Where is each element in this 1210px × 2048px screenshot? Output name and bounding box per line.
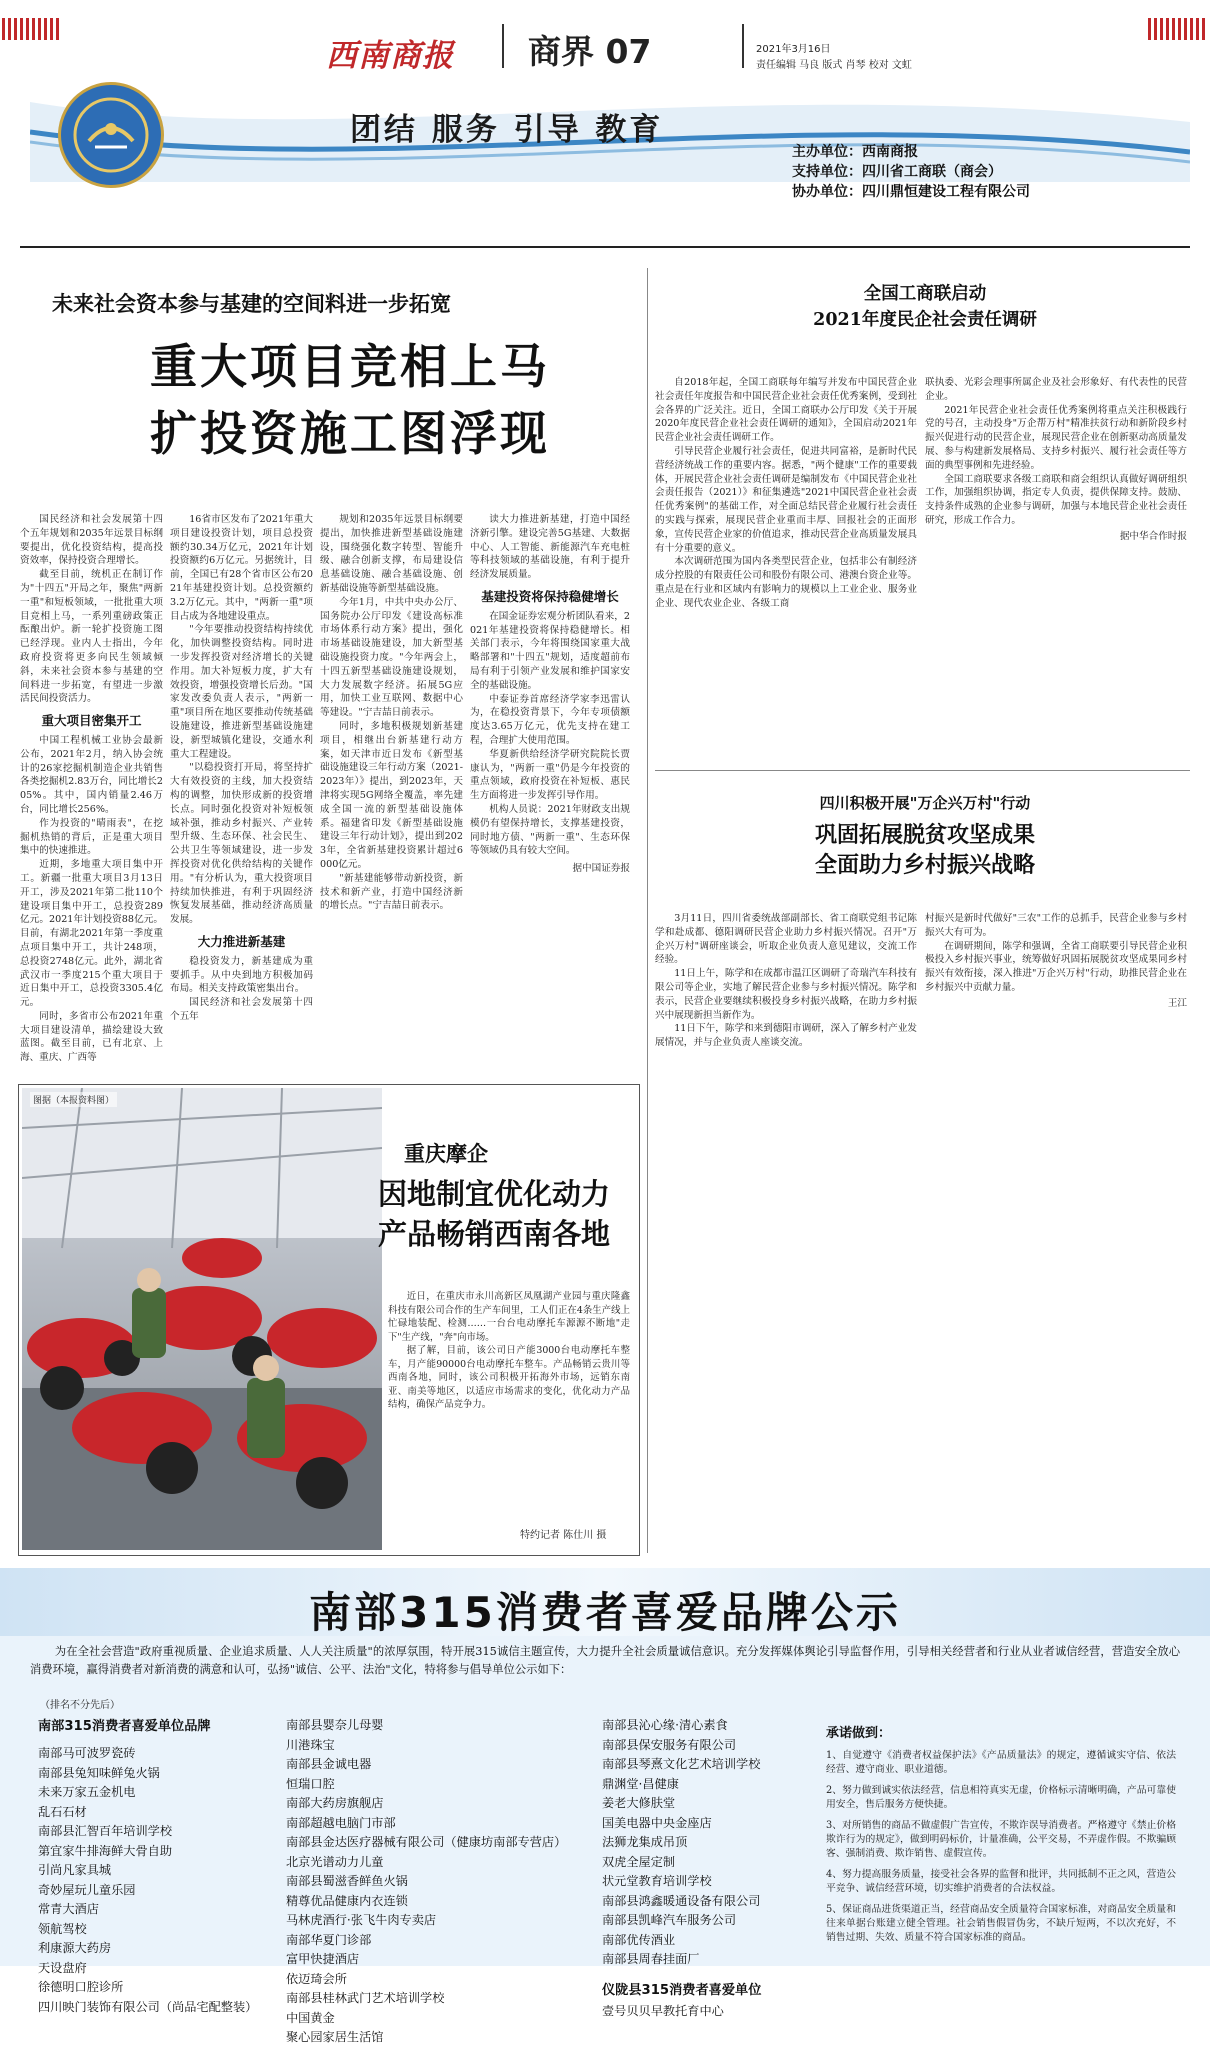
- logo: 西南商报: [326, 38, 454, 74]
- brand-list-item: 双虎全屋定制: [602, 1854, 676, 1869]
- brand-list-item: 乱石石材: [38, 1804, 87, 1819]
- brand-list-item: 利康源大药房: [38, 1941, 112, 1955]
- header-divider: [502, 24, 504, 68]
- brand-list-heading: 仪陇县315消费者喜爱单位: [602, 1982, 762, 1998]
- right-column-d: [925, 912, 1187, 1552]
- right-headline-2: 2021年度民企社会责任调研: [813, 310, 1037, 330]
- promise-item: 4、努力提高服务质量，接受社会各界的监督和批评，共同抵制不正之风，营造公平竞争、诚信经营环境，切实维护消费者的合法权益。: [826, 1869, 1176, 1894]
- column-divider: [647, 268, 648, 1553]
- paragraph: 同时，多地积极规划新基建项目，相继出台新基建行动方案，如天津市近日发布《新型基础设施建设三年行动方案（2021-2023年）》提出，到2023年，天津将实现5G网络全覆盖，率先建成全国一流的新型基础设施体系。福建省印发《新型基础设施建设三年行动计划》，提出到2023年，全省新基建投资累计超过6000亿元。: [320, 720, 463, 870]
- masthead: [0, 0, 1210, 78]
- right-headline-3: 巩固拓展脱贫攻坚成果: [814, 823, 1035, 848]
- brand-list-item: 川港珠宝: [286, 1737, 335, 1752]
- brand-list-item: 南部优传酒业: [602, 1932, 676, 1947]
- brand-list-item: 奇妙屋玩儿童乐园: [38, 1882, 136, 1897]
- paragraph: 机构人员说：2021年财政支出规模仍有望保持增长，支撑基建投资，同时地方债、"两新一重"、生态环保等领域仍具有较大空间。: [470, 803, 630, 857]
- paragraph: 村振兴是新时代做好"三农"工作的总抓手，民营企业参与乡村振兴大有可为。: [925, 913, 1187, 938]
- paragraph: 近期，多地重大项目集中开工。新疆一批重大项目3月13日开工，涉及2021年第二批110个建设项目集中开工，总投资289亿元。2021年计划投资88亿元。目前，有湖北2021年第一季度重点项目集中开工，共计248项，总投资2748亿元。此外，湖北省武汉市一季度215个重大项目于近日集中开工，总投资3305.4亿元。: [20, 859, 163, 1009]
- brand-list-item: 南部县兔知味鲜兔火锅: [38, 1765, 160, 1780]
- section-subheading: 大力推进新基建: [197, 933, 286, 949]
- brand-list-item: 领航驾校: [38, 1921, 87, 1936]
- right-column-c: [655, 912, 917, 1552]
- banner-rule: [20, 246, 1190, 248]
- brand-list-item: 第宜家牛排海鲜大骨自助: [38, 1843, 173, 1858]
- photo-story-headline-2: 产品畅销西南各地: [378, 1217, 611, 1251]
- brand-list-item: 徐德明口腔诊所: [38, 1980, 124, 1994]
- brand-list-item: 南部县金达医疗器械有限公司（健康坊南部专营店）: [286, 1835, 567, 1849]
- brand-list-item: 南部马可波罗瓷砖: [38, 1746, 136, 1760]
- paragraph: "今年要推动投资结构持续优化，加快调整投资结构。同时进一步发挥投资对经济增长的关键作用。加大补短板力度，扩大有效投资，增强投资增长后劲。"国家发改委负责人表示，"两新一重"项目所在地区要推动传统基础设施建设，推进新型基础设施建设，新型城镇化建设，交通水利重大工程建设。: [170, 624, 313, 760]
- paragraph: 全国工商联要求各级工商联和商会组织认真做好调研组织工作，加强组织协调，指定专人负责，提供保障支持。鼓励、支持条件成熟的企业参与调研，加强与本地民营企业社会责任研究，形成工作合力。: [925, 473, 1187, 526]
- section-subheading: 重大项目密集开工: [41, 713, 142, 729]
- factory-photo: [22, 1088, 382, 1550]
- paragraph: 国民经济和社会发展第十四个五年: [170, 997, 313, 1022]
- brand-list-item: 未来万家五金机电: [38, 1785, 136, 1799]
- article-credit: 王江: [1167, 997, 1187, 1009]
- brand-notice-title: 南部315消费者喜爱品牌公示: [309, 1588, 901, 1637]
- brand-list-item: 南部县桂林武门艺术培训学校: [286, 1991, 445, 2005]
- brand-list-item: 天设盘府: [38, 1960, 87, 1975]
- brand-list-item: 南部大药房旗舰店: [286, 1796, 384, 1810]
- paragraph: 今年1月，中共中央办公厅、国务院办公厅印发《建设高标准市场体系行动方案》提出，强化市场基础设施建设，加大新型基础设施投资力度。"今年两会上，十四五新型基础设施建设规划，大力发展数字经济。拓展5G应用，加快工业互联网、数据中心等建设。"宁吉喆日前表示。: [320, 596, 463, 719]
- organizer-host: 主办单位：西南商报: [792, 144, 918, 160]
- right-column-b: [925, 376, 1187, 761]
- organizer-support: 支持单位：四川省工商联（商会）: [792, 164, 1002, 180]
- brand-list-item: 北京光谱动力儿童: [286, 1854, 384, 1869]
- brand-notice-intro: 为在全社会营造"政府重视质量、企业追求质量、人人关注质量"的浓厚氛围，特开展315诚信主题宣传，大力提升全社会质量诚信意识。充分发挥媒体舆论引导监督作用，引导相关经营者和行业从业者诚信经营，营造安全放心消费环境，赢得消费者对新消费的满意和认可，弘扬"诚信、公平、法治"文化，特将参与倡导单位公示如下：: [30, 1645, 1180, 1676]
- lead-column-3: [320, 513, 463, 1073]
- brand-list-item: 南部县蜀滋香鲜鱼火锅: [286, 1874, 408, 1888]
- photo-story-credit: 特约记者 陈仕川 摄: [520, 1530, 607, 1541]
- promise-item: 1、自觉遵守《消费者权益保护法》《产品质量法》的规定，遵循诚实守信、依法经营、遵守商业、职业道德。: [826, 1750, 1176, 1775]
- brand-list-item: 四川映门装饰有限公司（尚品宅配整装）: [38, 1999, 258, 2014]
- promise-item: 3、对所销售的商品不做虚假广告宣传，不欺诈误导消费者。严格遵守《禁止价格欺诈行为的规定》，做到明码标价，计量准确，公平交易，不弄虚作假。不欺骗顾客、强制消费、欺诈销售、虚假宣传。: [826, 1820, 1176, 1859]
- brand-list-item: 姜老大修肤堂: [602, 1796, 676, 1810]
- paragraph: 近日，在重庆市永川高新区凤凰湖产业园与重庆隆鑫科技有限公司合作的生产车间里，工人们正在4条生产线上忙碌地装配、检测……一台台电动摩托车源源不断地"走下"生产线，"奔"向市场。: [388, 1291, 630, 1343]
- organizer-list: [792, 142, 1030, 202]
- brand-list-item: 南部县婴奈儿母婴: [286, 1718, 384, 1732]
- brand-list-item: 聚心园家居生活馆: [286, 2030, 384, 2044]
- paragraph: 2021年民营企业社会责任优秀案例将重点关注积极践行党的号召，主动投身"万企帮万村"精准扶贫行动和新阶段乡村振兴促进行动的民营企业，展现民营企业在创新驱动高质量发展、参与构建新发展格局、支持乡村振兴、履行社会责任等方面的典型事例和先进经验。: [925, 404, 1187, 471]
- banner-slogan: 团结 服务 引导 教育: [350, 112, 664, 148]
- section-label: 商界 07: [528, 32, 652, 71]
- brand-list-item: 南部县周春挂面厂: [602, 1952, 700, 1966]
- lead-headline-1: 重大项目竞相上马: [150, 340, 550, 395]
- paragraph: 据了解，目前，该公司日产能3000台电动摩托车整车，月产能90000台电动摩托车整车。产品畅销云贵川等西南各地，同时，该公司积极开拓海外市场，远销东南亚、南美等地区，以适应市场需求的变化，优化动力产品结构，确保产品竞争力。: [388, 1345, 630, 1410]
- brand-list-item: 依迈琦会所: [286, 1971, 347, 1986]
- right-headline-1: 全国工商联启动: [863, 284, 987, 304]
- order-note: （排名不分先后）: [40, 1700, 120, 1711]
- promise-block: [826, 1722, 1176, 1952]
- brand-list-item: 鼎渊堂·昌健康: [602, 1776, 679, 1791]
- brand-list-item: 国美电器中央金座店: [602, 1815, 712, 1830]
- promise-item: 5、保证商品进货渠道正当，经营商品安全质量符合国家标准，对商品安全质量和往来单据台账建立健全管理。社会销售假冒伪劣，不缺斤短两，不以次充好，不销售过期、失效、质量不符合国家标准的商品。: [826, 1904, 1176, 1943]
- paragraph: 华夏新供给经济学研究院院长贾康认为，"两新一重"仍是今年投资的重点领域，政府投资在补短板、惠民生方面将进一步发挥引导作用。: [470, 748, 630, 802]
- paragraph: 联执委、光彩会理事所属企业及社会形象好、有代表性的民营企业。: [925, 377, 1187, 402]
- brand-list-item: 常青大酒店: [38, 1902, 99, 1916]
- right-column-a: [655, 376, 917, 761]
- paragraph: 同时，多省市公布2021年重大项目建设清单，描绘建设大致蓝图。截至目前，已有北京、上海、重庆、广西等: [20, 1010, 163, 1064]
- paragraph: 3月11日，四川省委统战部副部长、省工商联党组书记陈学和赴成都、德阳调研民营企业助力乡村振兴情况。召开"万企兴万村"调研座谈会，听取企业负责人意见建议，交流工作经验。: [655, 913, 917, 966]
- brand-list-item: 中国黄金: [286, 2010, 335, 2025]
- brand-list-item: 南部县汇智百年培训学校: [38, 1824, 173, 1838]
- paragraph: 引导民营企业履行社会责任，促进共同富裕，是新时代民营经济统战工作的重要内容。据悉，"两个健康"工作的重要载体，开展民营企业社会责任调研是编制发布《中国民营企业社会责任报告（2021）》和征集遴选"2021中国民营企业社会责任优秀案例"的基础工作，对全面总结民营企业履行社会责任的实践与探索，展现民营企业重而丰厚、回报社会的正面形象，宣传民营企业家的价值追求，推动民营企业高质量发展具有十分重要的意义。: [655, 445, 917, 554]
- paragraph: 本次调研范围为国内各类型民营企业，包括非公有制经济成分控股的有限责任公司和股份有限公司、港澳台资企业等。重点是在行业和区域内有影响力的规模以上工业企业、服务业企业、现代农业企业、各级工商: [655, 556, 917, 609]
- paragraph: 在国金证券宏观分析团队看来，2021年基建投资将保持稳健增长。相关部门表示，今年将围绕国家重大战略部署和"十四五"规划，适度超前布局有利于引领产业发展和维护国家安全的基础设施。: [470, 610, 630, 691]
- issue-editors: 责任编辑 马良 版式 肖琴 校对 文虹: [756, 60, 912, 71]
- brand-list-2: [286, 1716, 606, 2048]
- article-credit: 据中国证券报: [572, 863, 630, 875]
- paragraph: 稳投资发力，新基建成为重要抓手。从中央到地方积极加码布局。相关支持政策密集出台。: [170, 955, 313, 995]
- brand-list-heading: 南部315消费者喜爱单位品牌: [38, 1719, 211, 1734]
- promise-heading: 承诺做到：: [826, 1726, 892, 1741]
- corner-ornament-right: [1148, 18, 1208, 40]
- paragraph: 规划和2035年远景目标纲要提出，加快推进新型基础设施建设，围绕强化数字转型、智能升级、融合创新支撑，布局建设信息基础设施、融合基础设施、创新基础设施等新型基础设施。: [320, 514, 463, 594]
- brand-list-item: 南部超越电脑门市部: [286, 1815, 396, 1830]
- photo-story-caption: 重庆摩企: [404, 1142, 488, 1166]
- paragraph: 中泰证券首席经济学家李迅雷认为，在稳投资背景下，今年专项债额度达3.65万亿元，优先支持在建工程，合理扩大使用范围。: [470, 693, 630, 746]
- paragraph: "新基建能够带动新投资，新技术和新产业，打造中国经济新的增长点。"宁吉喆日前表示。: [320, 872, 463, 912]
- photo-story-body: [388, 1290, 630, 1515]
- paragraph: 作为投资的"晴雨表"，在挖掘机热销的背后，正是重大项目集中的快速推进。: [20, 817, 163, 857]
- right-kicker-2: 四川积极开展"万企兴万村"行动: [819, 794, 1031, 812]
- promise-item: 2、努力做到诚实依法经营，信息相符真实无虚，价格标示清晰明确，产品可靠使用安全，售后服务方便快捷。: [826, 1785, 1176, 1810]
- paragraph: 截至目前，统机正在制订作为"十四五"开局之年，聚焦"两新一重"和短板领域，一批批重大项目竞相上马，一系列重磅政策正酝酿出炉。新一轮扩投资施工图已经浮现。业内人士指出，今年政府投资将更多向民生领域倾斜，未来社会资本参与基建的空间料进一步拓宽，有望进一步激活民间投资活力。: [20, 569, 163, 705]
- banner: [30, 82, 1190, 242]
- issue-date: 2021年3月16日: [756, 44, 831, 55]
- brand-list-item: 状元堂教育培训学校: [602, 1874, 712, 1888]
- lead-column-2: [170, 513, 313, 1073]
- brand-list-item: 精尊优品健康内衣连锁: [286, 1893, 408, 1908]
- paragraph: 中国工程机械工业协会最新公布，2021年2月，纳入协会统计的26家挖掘机制造企业共销售各类挖掘机2.83万台，同比增长205%。其中，国内销量2.46万台，同比增长256%。: [20, 734, 163, 815]
- brand-list-item: 南部县鸿鑫暖通设备有限公司: [602, 1893, 761, 1908]
- paragraph: 读大力推进新基建，打造中国经济新引擎。建设完善5G基建、大数据中心、人工智能、新能源汽车充电桩等科技领域的基础设施，有利于提升经济发展质量。: [470, 514, 630, 581]
- brand-list-item: 恒瑞口腔: [286, 1776, 335, 1791]
- lead-headline-2: 扩投资施工图浮现: [150, 407, 550, 462]
- brand-list-item: 南部县保安服务有限公司: [602, 1737, 737, 1752]
- brand-list-item: 南部华夏门诊部: [286, 1932, 372, 1947]
- paragraph: 16省市区发布了2021年重大项目建设投资计划，项目总投资额约30.34万亿元，2021年计划投资额约6万亿元。另据统计，目前，全国已有28个省市区公布2021年基建投资计划。总投资额约3.2万亿元。其中，"两新一重"项目占成为各地建设重点。: [170, 514, 313, 622]
- paragraph: "以稳投资打开局，将坚持扩大有效投资的主线，加大投资结构的调整，加快形成新的投资增长点。同时强化投资对补短板领域补强，推动乡村振兴、产业转型升级、生态环保、社会民生、公共卫生等领域建设，进一步发挥投资对优化供给结构的关键作用。"有分析认为，重大投资项目持续加快推进，有利于巩固经济恢复发展基础，推动经济高质量发展。: [170, 762, 313, 926]
- brand-list-3: [602, 1716, 802, 2021]
- brand-list-item: 马林虎酒行·张飞牛肉专卖店: [286, 1913, 437, 1927]
- paragraph: 11日上午，陈学和在成都市温江区调研了奇瑞汽车科技有限公司等企业，实地了解民营企业参与乡村振兴情况。陈学和表示，民营企业要继续积极投身乡村振兴战略，在助力乡村振兴中展现新担当新作为。: [655, 968, 917, 1021]
- photo-story-headline-1: 因地制宜优化动力: [378, 1177, 611, 1211]
- brand-list-1: [38, 1716, 268, 2017]
- brand-list-item: 引尚凡家具城: [38, 1863, 112, 1877]
- paragraph: 国民经济和社会发展第十四个五年规划和2035年远景目标纲要提出，优化投资结构，提高投资效率，保持投资合理增长。: [20, 514, 163, 567]
- paragraph: 自2018年起，全国工商联每年编写并发布中国民营企业社会责任年度报告和中国民营企业社会责任优秀案例，受到社会各界的广泛关注。近日，全国工商联办公厅印发《关于开展2020年度民营企业社会责任调研的通知》，全国启动2021年民营企业社会责任调研工作。: [655, 377, 917, 444]
- brand-list-item: 壹号贝贝早教托育中心: [602, 2003, 724, 2018]
- article-credit: 据中华合作时报: [1119, 530, 1187, 542]
- federation-emblem: [58, 82, 164, 188]
- brand-list-item: 南部县金诚电器: [286, 1757, 372, 1771]
- brand-list-item: 南部县琴熹文化艺术培训学校: [602, 1757, 761, 1771]
- paragraph: 11日下午，陈学和来到德阳市调研，深入了解乡村产业发展情况，并与企业负责人座谈交流。: [655, 1023, 917, 1049]
- brand-list-item: 南部县沁心缘·清心素食: [602, 1718, 728, 1732]
- paragraph: 在调研期间，陈学和强调，全省工商联要引导民营企业积极投入乡村振兴事业，统筹做好巩固拓展脱贫攻坚成果同乡村振兴有效衔接，深入推进"万企兴万村"行动，助推民营企业在乡村振兴中贡献力量。: [925, 940, 1187, 993]
- corner-ornament-left: [2, 18, 62, 40]
- brand-list-item: 富甲快捷酒店: [286, 1952, 360, 1966]
- right-divider: [655, 770, 1190, 771]
- photo-note: 图据（本报资料图）: [30, 1092, 117, 1107]
- right-headline-4: 全面助力乡村振兴战略: [814, 853, 1035, 878]
- brand-list-item: 法狮龙集成吊顶: [602, 1835, 688, 1849]
- header-divider: [742, 24, 744, 68]
- organizer-assist: 协办单位：四川鼎恒建设工程有限公司: [792, 184, 1030, 200]
- lead-column-4: [470, 513, 630, 1073]
- section-subheading: 基建投资将保持稳健增长: [481, 588, 619, 604]
- lead-column-1: [20, 513, 163, 1073]
- lead-kicker: 未来社会资本参与基建的空间料进一步拓宽: [52, 292, 451, 316]
- brand-list-item: 南部县凯峰汽车服务公司: [602, 1913, 737, 1927]
